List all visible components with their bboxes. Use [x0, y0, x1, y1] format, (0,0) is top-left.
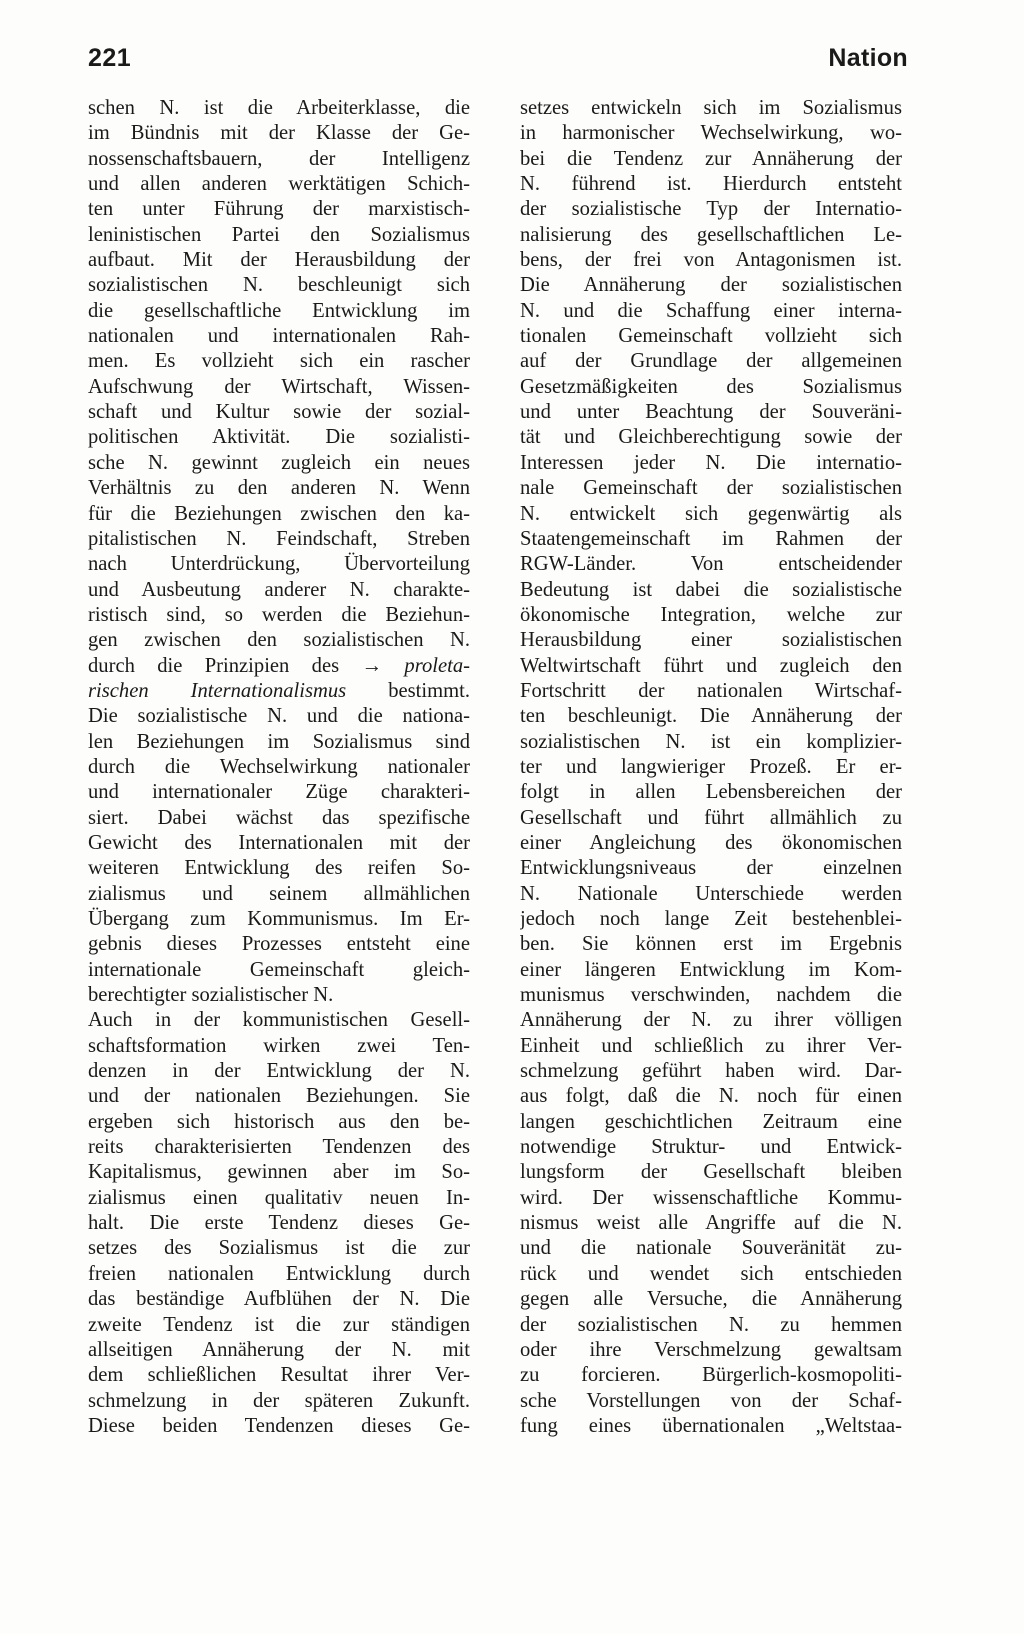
text-line: aus folgt, daß die N. noch für einen: [520, 1085, 902, 1108]
text-line: N. führend ist. Hierdurch entsteht: [520, 173, 902, 196]
text-line: RGW-Länder. Von entscheidender: [520, 553, 902, 576]
text-line: die gesellschaftliche Entwicklung im: [88, 299, 470, 322]
cross-reference-link[interactable]: proleta-: [404, 654, 470, 677]
text-line: nalisierung des gesellschaftlichen Le-: [520, 223, 902, 246]
text-line: men. Es vollzieht sich ein rascher: [88, 350, 470, 373]
text-line: Aufschwung der Wirtschaft, Wissen-: [88, 375, 470, 398]
text-line: internationale Gemeinschaft gleich-: [88, 958, 470, 981]
text-line: tionalen Gemeinschaft vollzieht sich: [520, 325, 902, 348]
text-line: N. entwickelt sich gegenwärtig als: [520, 502, 902, 525]
text-line: für die Beziehungen zwischen den ka-: [88, 502, 470, 525]
text-line: Diese beiden Tendenzen dieses Ge-: [88, 1414, 470, 1437]
text-line: oder ihre Verschmelzung gewaltsam: [520, 1338, 902, 1361]
running-head: Nation: [828, 44, 908, 72]
text-line: setzes des Sozialismus ist die zur: [88, 1237, 470, 1260]
text-line: folgt in allen Lebensbereichen der: [520, 781, 902, 804]
text-line: notwendige Struktur- und Entwick-: [520, 1136, 902, 1159]
text-line: und internationaler Züge charakteri-: [88, 781, 470, 804]
text-line: pitalistischen N. Feindschaft, Streben: [88, 527, 470, 550]
text-column-right: [520, 96, 902, 1439]
text-line: sche N. gewinnt zugleich ein neues: [88, 451, 470, 474]
text-line: und unter Beachtung der Souveräni-: [520, 401, 902, 424]
text-line: einer längeren Entwicklung im Kom-: [520, 958, 902, 981]
text-line: rück und wendet sich entschieden: [520, 1262, 902, 1285]
text-line: bens, der frei von Antagonismen ist.: [520, 249, 902, 272]
text-line: durch die Wechselwirkung nationaler: [88, 755, 470, 778]
text-line: ristisch sind, so werden die Beziehun-: [88, 603, 470, 626]
text-line: gegen alle Versuche, die Annäherung: [520, 1288, 902, 1311]
text-line: im Bündnis mit der Klasse der Ge-: [88, 122, 470, 145]
text-line: auf der Grundlage der allgemeinen: [520, 350, 902, 373]
text-line: nismus weist alle Angriffe auf die N.: [520, 1212, 902, 1235]
text-line: len Beziehungen im Sozialismus sind: [88, 730, 470, 753]
text-line: Einheit und schließlich zu ihrer Ver-: [520, 1034, 902, 1057]
text-line: Annäherung der N. zu ihrer völligen: [520, 1009, 902, 1032]
text-line: Bedeutung ist dabei die sozialistische: [520, 578, 902, 601]
text-line: der sozialistischen N. zu hemmen: [520, 1313, 902, 1336]
text-line: jedoch noch lange Zeit bestehenblei-: [520, 908, 902, 930]
text-line: Herausbildung einer sozialistischen: [520, 629, 902, 652]
text-line: [88, 679, 470, 704]
text-line: Fortschritt der nationalen Wirtschaf-: [520, 679, 902, 702]
text-line: tät und Gleichberechtigung sowie der: [520, 426, 902, 449]
text-line: freien nationalen Entwicklung durch: [88, 1262, 470, 1285]
text-line: in harmonischer Wechselwirkung, wo-: [520, 122, 902, 145]
cross-reference-arrow-icon: →: [361, 654, 405, 677]
text-line: schmelzung in der späteren Zukunft.: [88, 1389, 470, 1412]
text-line: politischen Aktivität. Die sozialisti-: [88, 426, 470, 449]
text-line: Gesetzmäßigkeiten des Sozialismus: [520, 375, 902, 398]
text-line: reits charakterisierten Tendenzen des: [88, 1136, 470, 1159]
text-line: zialismus einen qualitativ neuen In-: [88, 1186, 470, 1209]
text-line: und der nationalen Beziehungen. Sie: [88, 1085, 470, 1108]
text-line: setzes entwickeln sich im Sozialismus: [520, 97, 902, 119]
text-line: schaftsformation wirken zwei Ten-: [88, 1034, 470, 1057]
text-line: nossenschaftsbauern, der Intelligenz: [88, 147, 470, 170]
text-line: ökonomische Integration, welche zur: [520, 603, 902, 626]
text-line: ten beschleunigt. Die Annäherung der: [520, 705, 902, 728]
text-line: schen N. ist die Arbeiterklasse, die: [88, 97, 470, 119]
text-line: dem schließlichen Resultat ihrer Ver-: [88, 1364, 470, 1387]
text-line: Die sozialistische N. und die nationa-: [88, 705, 470, 728]
text-line: schaft und Kultur sowie der sozial-: [88, 401, 470, 424]
text-line: allseitigen Annäherung der N. mit: [88, 1338, 470, 1361]
text-line: langen geschichtlichen Zeitraum eine: [520, 1110, 902, 1133]
text-line: berechtigter sozialistischer N.: [88, 984, 334, 1007]
text-line: siert. Dabei wächst das spezifische: [88, 806, 470, 829]
text-line: Auch in der kommunistischen Gesell-: [88, 1009, 470, 1032]
text-line: weiteren Entwicklung des reifen So-: [88, 857, 470, 880]
text-line: und allen anderen werktätigen Schich-: [88, 173, 470, 196]
text-line: Staatengemeinschaft im Rahmen der: [520, 527, 902, 550]
text-segment: durch die Prinzipien des: [88, 654, 362, 677]
text-line: wird. Der wissenschaftliche Kommu-: [520, 1186, 902, 1209]
text-line: Entwicklungsniveaus der einzelnen: [520, 857, 902, 880]
text-line: und die nationale Souveränität zu-: [520, 1237, 902, 1260]
text-line: einer Angleichung des ökonomischen: [520, 831, 902, 854]
text-line: und Ausbeutung anderer N. charakte-: [88, 578, 470, 601]
text-line: Gesellschaft und führt allmählich zu: [520, 806, 902, 829]
text-line: halt. Die erste Tendenz dieses Ge-: [88, 1212, 470, 1235]
text-line: sche Vorstellungen von der Schaf-: [520, 1389, 902, 1412]
text-segment: bestimmt.: [388, 679, 470, 702]
text-line: bei die Tendenz zur Annäherung der: [520, 147, 902, 170]
text-line: Übergang zum Kommunismus. Im Er-: [88, 908, 470, 930]
text-line: nale Gemeinschaft der sozialistischen: [520, 477, 902, 500]
text-line: aufbaut. Mit der Herausbildung der: [88, 249, 470, 272]
text-line: sozialistischen N. ist ein komplizier-: [520, 730, 902, 753]
text-line: sozialistischen N. beschleunigt sich: [88, 274, 470, 297]
text-column-left: [88, 96, 470, 1439]
text-line: schmelzung geführt haben wird. Dar-: [520, 1060, 902, 1083]
text-line: gen zwischen den sozialistischen N.: [88, 629, 470, 652]
text-line: Kapitalismus, gewinnen aber im So-: [88, 1161, 470, 1184]
text-line: ergeben sich historisch aus den be-: [88, 1110, 470, 1133]
text-line: ben. Sie können erst im Ergebnis: [520, 933, 902, 956]
text-line: Interessen jeder N. Die internatio-: [520, 451, 902, 474]
text-line: zweite Tendenz ist die zur ständigen: [88, 1313, 470, 1336]
text-line: nach Unterdrückung, Übervorteilung: [88, 553, 470, 576]
text-line: Gewicht des Internationalen mit der: [88, 831, 470, 854]
text-line: Die Annäherung der sozialistischen: [520, 274, 902, 297]
text-line: ter und langwieriger Prozeß. Er er-: [520, 755, 902, 778]
text-line: N. Nationale Unterschiede werden: [520, 882, 902, 905]
text-line: lungsform der Gesellschaft bleiben: [520, 1161, 902, 1184]
text-line: leninistischen Partei den Sozialismus: [88, 223, 470, 246]
text-line: Verhältnis zu den anderen N. Wenn: [88, 477, 470, 500]
text-line: gebnis dieses Prozesses entsteht eine: [88, 933, 470, 956]
text-line: Weltwirtschaft führt und zugleich den: [520, 654, 902, 677]
text-line: fung eines übernationalen „Weltstaa-: [520, 1414, 902, 1437]
text-line: [88, 654, 470, 679]
text-line: der sozialistische Typ der Internatio-: [520, 198, 902, 221]
text-line: N. und die Schaffung einer interna-: [520, 299, 902, 322]
text-line: ten unter Führung der marxistisch-: [88, 198, 470, 221]
text-line: zu forcieren. Bürgerlich-kosmopoliti-: [520, 1364, 902, 1387]
text-line: munismus verschwinden, nachdem die: [520, 984, 902, 1007]
text-line: zialismus und seinem allmählichen: [88, 882, 470, 905]
text-line: das beständige Aufblühen der N. Die: [88, 1288, 470, 1311]
text-line: denzen in der Entwicklung der N.: [88, 1060, 470, 1083]
cross-reference-link[interactable]: rischen Internationalismus: [88, 679, 389, 702]
page-number: 221: [88, 44, 132, 72]
text-line: nationalen und internationalen Rah-: [88, 325, 470, 348]
